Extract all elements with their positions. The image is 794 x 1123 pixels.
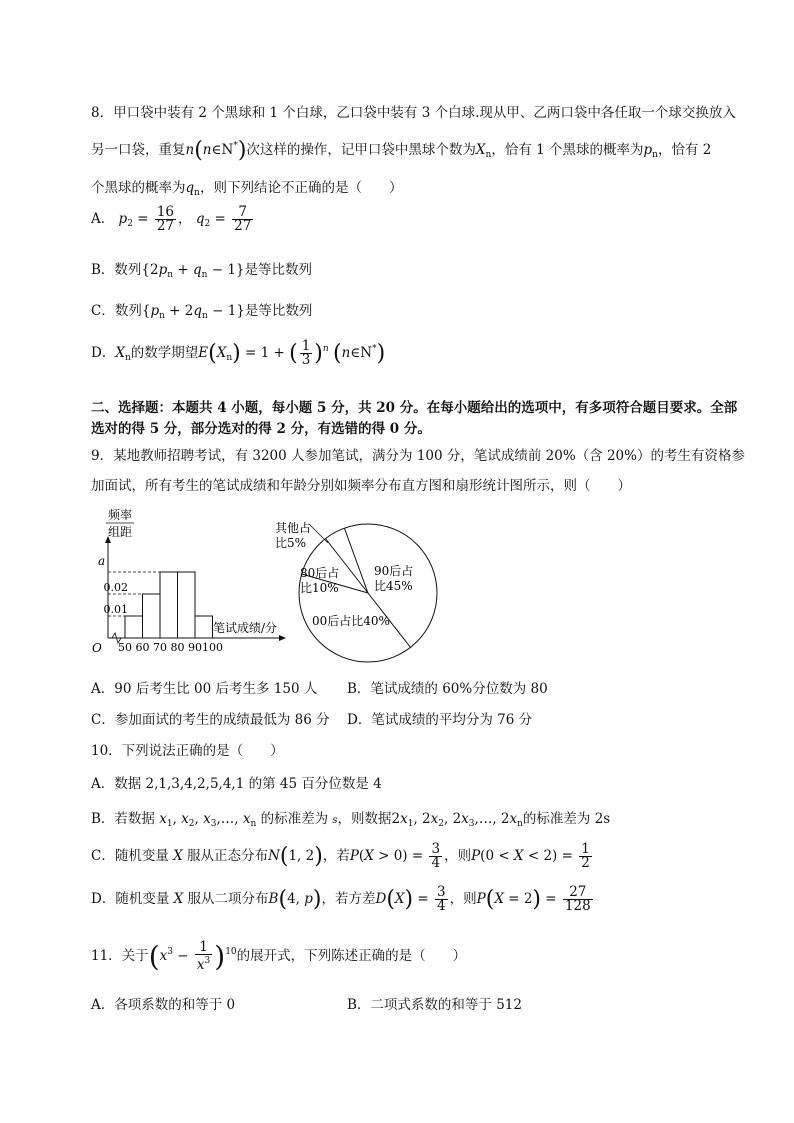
q9-stem-line2: 加面试，所有考生的笔试成绩和年龄分别如频率分布直方图和扇形统计图所示，则（ ） <box>91 478 631 494</box>
hist-bar <box>178 572 196 638</box>
hist-xtick-label: 100 <box>202 641 223 654</box>
q11-option-b: B．二项式系数的和等于 512 <box>347 997 522 1013</box>
hist-bar <box>143 594 161 638</box>
section2-heading-line1: 二、选择题：本题共 4 小题，每小题 5 分，共 20 分。在每小题给出的选项中，有多项符合题目要求。全部 <box>91 400 738 416</box>
q11-text: 11．关于 <box>91 948 149 964</box>
q9-stem-line1: 9．某地教师招聘考试，有 3200 人参加笔试，满分为 100 分，笔试成绩前 20%（含 20%）的考生有资格参 <box>91 448 745 464</box>
age-pie-chart <box>270 505 450 665</box>
option-text: 是等比数列 <box>244 303 313 319</box>
q10-option-c: C．随机变量 X 服从正态分布N(1, 2)，若P(X > 0) = $\frac{3}{4}$ ，则P(0 < X < 2) = $\frac{1}{2}$ <box>91 841 590 871</box>
option-label: D． <box>91 345 116 361</box>
q11-stem: 11．关于($x^3$ − $\frac{1}{x^3}$ )$^{10}$的展开式，下列陈述正确的是（ ） <box>91 939 467 973</box>
option-label: C． <box>91 303 115 319</box>
pie-label-00: 00后占比40% <box>312 614 390 628</box>
q8-option-b: B．数列$\{2p_n + q_n - 1\}$是等比数列 <box>91 262 312 280</box>
pie-label-80-1: 80后占 <box>300 566 340 580</box>
hist-bar <box>160 572 178 638</box>
q8-text: 次这样的操作，记甲口袋中黑球个数为 <box>246 142 476 158</box>
option-text: ，若方差 <box>321 891 376 907</box>
option-text: ，则数据 <box>337 811 392 827</box>
section2-heading-line2: 选对的得 5 分，部分选对的得 2 分，有选错的得 0 分。 <box>91 421 431 437</box>
q9-option-d: D．笔试成绩的平均分为 76 分 <box>347 712 533 728</box>
hist-xlabel: 笔试成绩/分 <box>213 621 278 635</box>
pie-slice-boundary <box>344 528 368 593</box>
q10-option-b: B．若数据 $x_1$, $x_2$, $x_3,\dots$, $x_n$ 的标准差为 s，则数据$2x_1$, $2x_2$, $2x_3,\dots$, $2x_n$的标准差为 2s <box>91 811 611 829</box>
hist-xtick-label: 80 <box>170 641 185 654</box>
option-label: A． <box>91 211 115 227</box>
option-text: D．随机变量 <box>91 891 170 907</box>
q8-option-a: A． $p_2$ = $\frac{16}{27}$ ， $q_2$ = $\frac{7}{27}$ <box>91 204 252 234</box>
q10-option-d: D．随机变量 X 服从二项分布B(4, p)，若方差D(X) = $\frac{3}{4}$ ，则P(X = 2) = $\frac{27}{128}$ <box>91 884 591 914</box>
q9-option-a: A．90 后考生比 00 后考生多 150 人 <box>91 681 318 697</box>
pie-label-90-1: 90后占 <box>374 564 414 578</box>
q8-text: ，恰有 1 个黑球的概率为 <box>491 142 644 158</box>
option-text: 是等比数列 <box>244 262 312 278</box>
q8-text: 另一口袋，重复 <box>91 142 186 158</box>
q8-stem-line3: 个黑球的概率为$q_n$，则下列结论不正确的是（ ） <box>91 180 403 198</box>
hist-xtick-label: 50 <box>118 641 132 654</box>
hist-bar <box>195 616 213 638</box>
option-text: 数列 <box>114 303 142 319</box>
hist-ytick-a: a <box>98 554 106 568</box>
hist-xtick-label: 70 <box>153 641 167 654</box>
q11-option-a: A．各项系数的和等于 0 <box>91 997 236 1013</box>
option-text: ，则 <box>449 891 477 907</box>
q11-text: 的展开式，下列陈述正确的是（ ） <box>236 948 467 964</box>
hist-bar <box>125 616 143 638</box>
hist-ylabel-bottom: 组距 <box>108 525 133 539</box>
q9-option-c: C．参加面试的考生的成绩最低为 86 分 <box>91 712 330 728</box>
q10-option-a: A．数据 2,1,3,4,2,5,4,1 的第 45 百分位数是 4 <box>91 776 382 792</box>
hist-xtick-label: 90 <box>188 641 202 654</box>
q8-text: ，则下列结论不正确的是（ ） <box>199 180 403 196</box>
q8-text: 个黑球的概率为 <box>91 180 186 196</box>
hist-ylabel-top: 频率 <box>108 508 133 522</box>
q9-option-b: B．笔试成绩的 60%分位数为 80 <box>347 681 548 697</box>
hist-xtick-label: 60 <box>135 641 150 654</box>
pie-label-other-1: 其他占 <box>275 521 312 535</box>
option-text: 数列 <box>114 262 142 278</box>
q8-stem-line2: 另一口袋，重复n(n∈N*)次这样的操作，记甲口袋中黑球个数为$X_n$，恰有 1 个黑球的概率为$p_n$，恰有 2 <box>91 138 712 163</box>
option-text: ，则 <box>444 848 472 864</box>
pie-label-80-2: 比10% <box>300 581 339 595</box>
pie-label-other-2: 比5% <box>275 536 307 550</box>
option-label: B． <box>91 262 115 278</box>
q8-text: ，恰有 2 <box>657 142 712 158</box>
option-text: C．随机变量 <box>91 848 169 864</box>
option-text: B．若数据 <box>91 811 155 827</box>
hist-ytick-002: 0.02 <box>103 581 128 594</box>
q10-stem: 10．下列说法正确的是（ ） <box>91 743 284 759</box>
pie-label-90-2: 比45% <box>374 579 413 593</box>
frequency-histogram <box>70 505 290 655</box>
q8-option-d: D．$X_n$的数学期望$E(X_n) = 1$ + ( $\frac{1}{3}$ )$^n$ (n∈N*) <box>91 338 386 368</box>
option-text: 服从二项分布 <box>187 891 269 907</box>
q8-option-c: C．数列$\{p_n + 2q_n - 1\}$是等比数列 <box>91 303 313 321</box>
option-text: ，若 <box>322 848 350 864</box>
hist-ytick-001: 0.01 <box>103 603 128 616</box>
option-text: 的标准差为 2s <box>522 811 611 827</box>
pie-other-leader <box>310 525 328 543</box>
q8-stem-line1: 8．甲口袋中装有 2 个黑球和 1 个白球，乙口袋中装有 3 个白球.现从甲、乙两口袋中各任取一个球交换放入 <box>91 105 736 121</box>
option-text: 的标准差为 <box>260 811 329 827</box>
option-text: 的数学期望 <box>130 345 199 361</box>
option-text: 服从正态分布 <box>187 848 269 864</box>
hist-origin: O <box>92 641 102 655</box>
